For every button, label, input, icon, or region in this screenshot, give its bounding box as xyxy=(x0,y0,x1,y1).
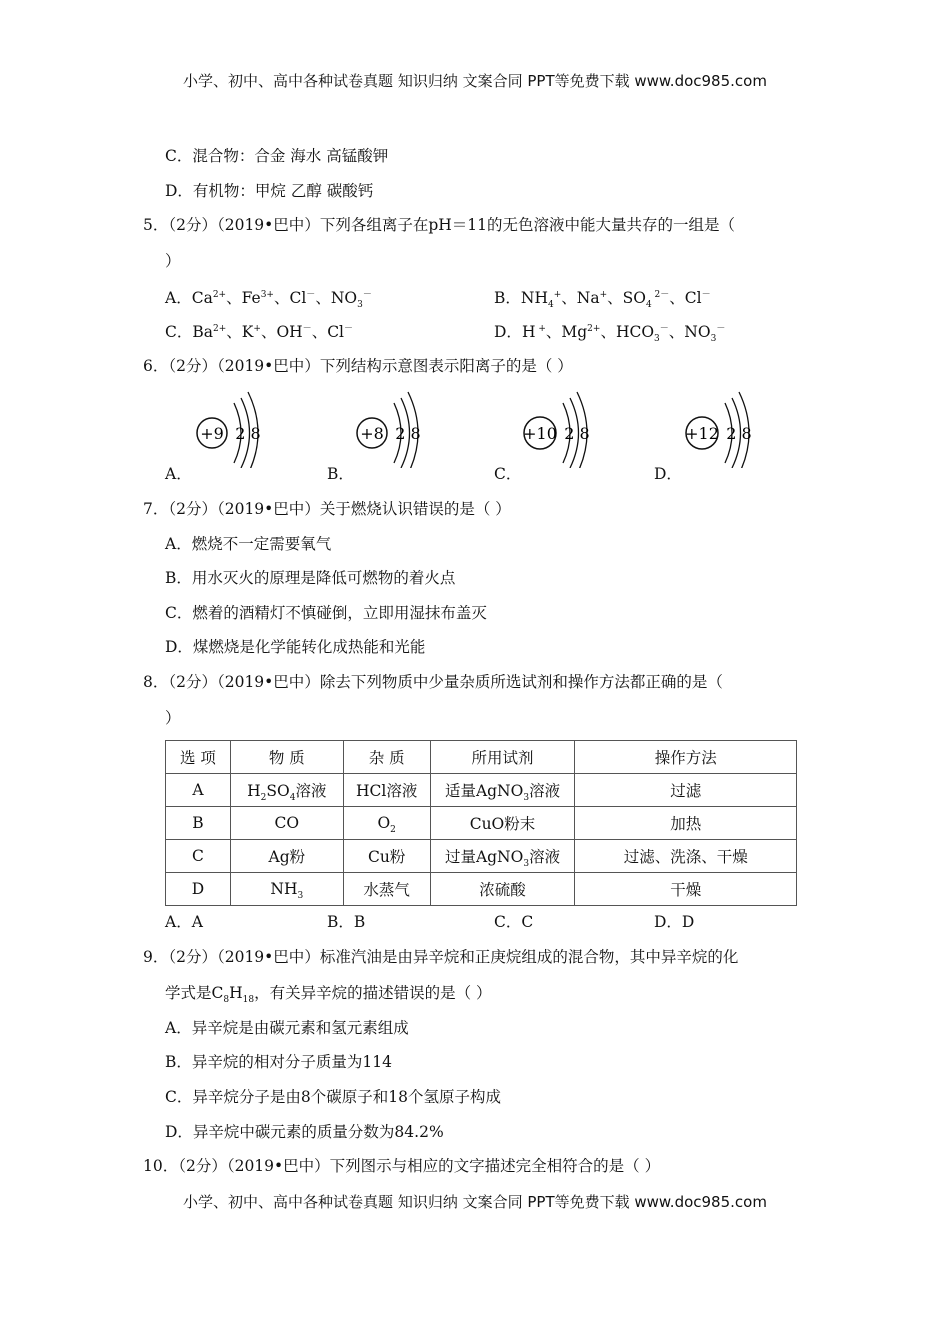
q8-stem-end: ） xyxy=(165,709,181,727)
col-header-method: 操作方法 xyxy=(575,741,797,774)
q6-label-d: D． xyxy=(654,465,682,483)
atom-diagram-d xyxy=(680,388,770,468)
q5-stem-end: ） xyxy=(165,252,181,270)
q5-stem: 5．（2分）（2019•巴中）下列各组离子在pH＝11的无色溶液中能大量共存的一组是（ xyxy=(143,216,735,234)
q5-option-a: A．$Ca^{2+}$、$Fe^{3+}$、Cl－、$NO_3^-$ xyxy=(165,289,372,311)
nucleus-charge: +12 xyxy=(685,424,719,443)
nucleus-charge: +9 xyxy=(200,424,224,443)
q5-option-c: C．$Ba^{2+}$、K+、OH－、Cl－ xyxy=(165,323,354,341)
q4-option-d: D．有机物：甲烷 乙醇 碳酸钙 xyxy=(165,182,374,200)
q10-stem: 10．（2分）（2019•巴中）下列图示与相应的文字描述完全相符合的是（ ） xyxy=(143,1157,661,1175)
q6-label-a: A． xyxy=(165,465,192,483)
shell-electrons: 2 8 xyxy=(235,424,261,443)
q8-answer-b: B．B xyxy=(327,913,366,931)
q7-option-b: B．用水灭火的原理是降低可燃物的着火点 xyxy=(165,569,456,587)
shell-electrons: 2 8 xyxy=(564,424,590,443)
q8-answer-c: C．C xyxy=(494,913,534,931)
col-header-reagent: 所用试剂 xyxy=(430,741,575,774)
q5-option-d: D．H +、$Mg^{2+}$、$HCO_3^-$、$NO_3^-$ xyxy=(494,323,726,345)
table-row: A $H_2SO_4$溶液 HCl溶液 适量AgNO$_3$溶液 过滤 xyxy=(166,774,797,807)
q9-option-a: A．异辛烷是由碳元素和氢元素组成 xyxy=(165,1019,409,1037)
nucleus-charge: +8 xyxy=(360,424,384,443)
q6-label-c: C． xyxy=(494,465,522,483)
col-header-impurity: 杂 质 xyxy=(343,741,430,774)
nucleus-charge: +10 xyxy=(523,424,557,443)
q8-answer-a: A．A xyxy=(165,913,203,931)
atom-diagram-a xyxy=(190,388,280,468)
q9-option-b: B．异辛烷的相对分子质量为114 xyxy=(165,1053,392,1071)
q7-stem: 7．（2分）（2019•巴中）关于燃烧认识错误的是（ ） xyxy=(143,500,511,518)
q9-stem-line2: 学式是$C_8H_{18}$，有关异辛烷的描述错误的是（ ） xyxy=(165,984,492,1006)
q7-option-a: A．燃烧不一定需要氧气 xyxy=(165,535,332,553)
page-header: 小学、初中、高中各种试卷真题 知识归纳 文案合同 PPT等免费下载 www.doc985.com xyxy=(183,72,767,90)
q9-stem: 9．（2分）（2019•巴中）标准汽油是由异辛烷和正庚烷组成的混合物，其中异辛烷的化 xyxy=(143,948,739,966)
q9-option-d: D．异辛烷中碳元素的质量分数为84.2% xyxy=(165,1123,444,1141)
q6-stem: 6．（2分）（2019•巴中）下列结构示意图表示阳离子的是（ ） xyxy=(143,357,573,375)
q8-answer-d: D．D xyxy=(654,913,695,931)
col-header-option: 选 项 xyxy=(166,741,231,774)
q8-options-table xyxy=(165,740,797,906)
atom-diagram-b xyxy=(350,388,440,468)
page-footer: 小学、初中、高中各种试卷真题 知识归纳 文案合同 PPT等免费下载 www.doc985.com xyxy=(183,1193,767,1211)
shell-electrons: 2 8 xyxy=(395,424,421,443)
shell-electrons: 2 8 xyxy=(726,424,752,443)
q4-option-c: C．混合物：合金 海水 高锰酸钾 xyxy=(165,147,389,165)
q7-option-c: C．燃着的酒精灯不慎碰倒，立即用湿抹布盖灭 xyxy=(165,604,487,622)
q9-option-c: C．异辛烷分子是由8个碳原子和18个氢原子构成 xyxy=(165,1088,501,1106)
table-row: D $NH_3$ 水蒸气 浓硫酸 干燥 xyxy=(166,873,797,906)
col-header-substance: 物 质 xyxy=(230,741,343,774)
q8-stem: 8．（2分）（2019•巴中）除去下列物质中少量杂质所选试剂和操作方法都正确的是（ xyxy=(143,673,723,691)
q7-option-d: D．煤燃烧是化学能转化成热能和光能 xyxy=(165,638,426,656)
q5-option-b: B．$NH_4^+$、Na+、$SO_4$ $^{2-}$、Cl－ xyxy=(494,289,711,311)
table-row: C Ag粉 Cu粉 过量AgNO$_3$溶液 过滤、洗涤、干燥 xyxy=(166,840,797,873)
table-row: B CO $O_2$ CuO粉末 加热 xyxy=(166,807,797,840)
atom-diagram-c xyxy=(518,388,608,468)
table-header-row xyxy=(166,741,797,774)
q6-label-b: B． xyxy=(327,465,354,483)
